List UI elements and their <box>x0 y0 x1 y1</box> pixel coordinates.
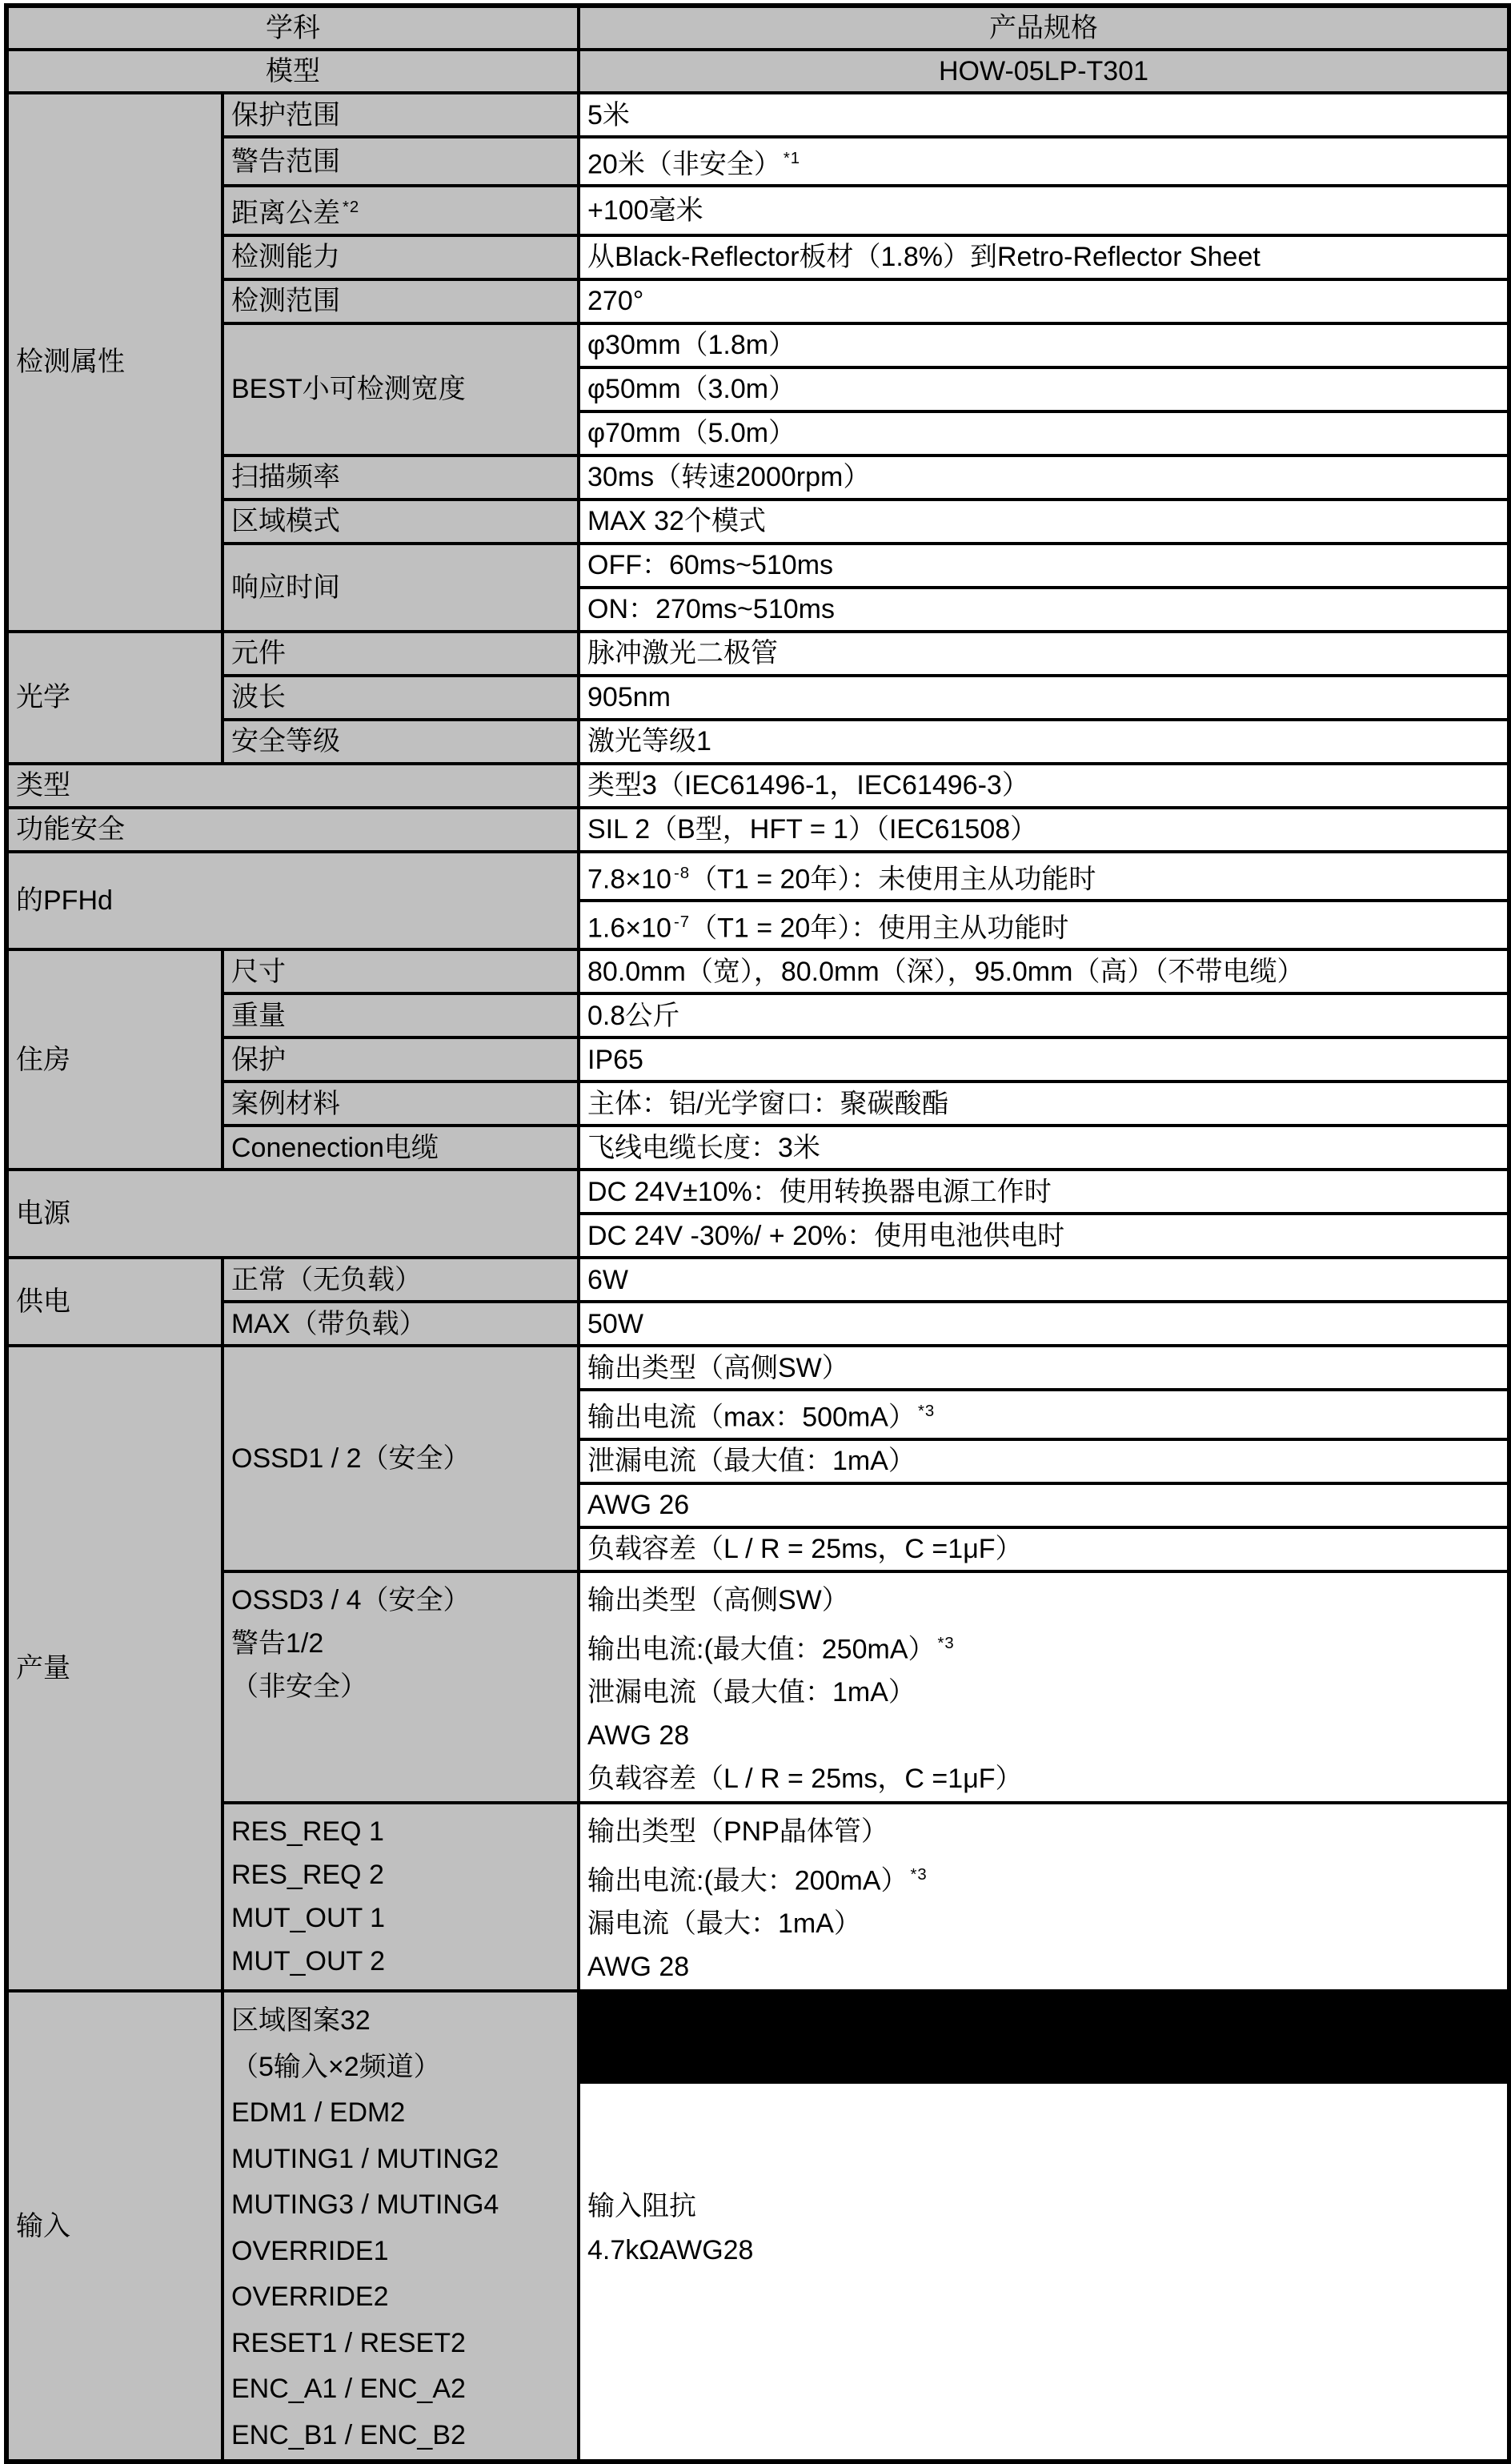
table-row <box>6 676 1509 720</box>
value-cell <box>579 1390 1509 1439</box>
label-cell <box>222 632 579 676</box>
value-cell <box>579 1527 1509 1571</box>
cell-text-line: 1.6×10 $^{-7}$（T1 = 20年）：使用主从功能时 <box>587 913 1069 944</box>
section-cell-supply <box>6 1258 222 1346</box>
cell-text-line: 5米 <box>587 99 630 130</box>
table-row <box>6 808 1509 852</box>
cell-text-line: 保护 <box>231 1044 286 1075</box>
table-row <box>6 949 1509 993</box>
cell-text-line: SIL 2（B型，HFT = 1）（IEC61508） <box>587 814 1038 845</box>
cell-text-line: （非安全） <box>231 1671 367 1702</box>
cell-text-line: RES_REQ 2 <box>231 1859 384 1890</box>
cell-text-line: 响应时间 <box>231 572 340 603</box>
footnote-superscript: *3 <box>910 1865 928 1884</box>
value-cell <box>579 993 1509 1037</box>
label-cell <box>222 676 579 720</box>
label-cell <box>222 323 579 455</box>
value-cell <box>579 901 1509 949</box>
section-cell-optics <box>6 632 222 764</box>
table-row <box>6 1126 1509 1170</box>
cell-text-line: RES_REQ 1 <box>231 1816 384 1847</box>
cell-text-line: 7.8×10 $^{-8}$（T1 = 20年）：未使用主从功能时 <box>587 863 1096 894</box>
cell-text-line: 保护范围 <box>231 99 340 130</box>
cell-text-line: 案例材料 <box>231 1088 340 1119</box>
table-row <box>6 1571 1509 1803</box>
table-row <box>6 1803 1509 1991</box>
cell-text-line: OSSD1 / 2（安全） <box>231 1443 471 1474</box>
label-cell <box>222 1803 579 1991</box>
cell-text-line: 4.7kΩAWG28 <box>587 2235 754 2266</box>
cell-text-line: 区域模式 <box>231 506 340 537</box>
cell-text-line: 脉冲激光二极管 <box>587 638 778 669</box>
cell-text-line: MUTING1 / MUTING2 <box>231 2143 499 2174</box>
cell-text-line: 输出类型（PNP晶体管） <box>587 1816 888 1847</box>
cell-text-line: 光学 <box>16 682 70 713</box>
cell-text-line: AWG 28 <box>587 1952 690 1983</box>
value-cell <box>579 93 1509 137</box>
cell-text-line: φ70mm（5.0m） <box>587 418 796 449</box>
label-cell <box>222 455 579 500</box>
table-row <box>6 50 1509 93</box>
cell-text-line: MUT_OUT 1 <box>231 1902 386 1933</box>
cell-text-line: （5输入×2频道） <box>231 2051 441 2082</box>
cell-text-line: OVERRIDE1 <box>231 2235 389 2266</box>
cell-text-line: +100毫米 <box>587 195 703 226</box>
value-cell <box>579 1258 1509 1302</box>
value-cell <box>579 1571 1509 1803</box>
label-cell <box>222 1346 579 1571</box>
table-row <box>6 137 1509 186</box>
table-row <box>6 93 1509 137</box>
cell-text-line: 波长 <box>231 682 286 713</box>
value-cell <box>579 1803 1509 1991</box>
table-row <box>6 235 1509 279</box>
cell-text-line: φ30mm（1.8m） <box>587 330 796 361</box>
value-cell <box>579 1302 1509 1346</box>
cell-text-line: 检测属性 <box>16 347 125 378</box>
table-row <box>6 720 1509 764</box>
cell-text-line: 电源 <box>16 1198 70 1230</box>
value-cell <box>579 588 1509 632</box>
label-cell <box>222 186 579 235</box>
cell-text-line: 输出电流（max：500mA） $^{*3}$ <box>587 1402 936 1433</box>
cell-text-line: ON：270ms~510ms <box>587 594 835 625</box>
footnote-superscript: *3 <box>917 1403 936 1421</box>
value-cell <box>579 1082 1509 1126</box>
cell-text-line: 30ms（转速2000rpm） <box>587 462 871 493</box>
table-row <box>6 279 1509 323</box>
label-cell <box>222 235 579 279</box>
section-cell-detection <box>6 93 222 632</box>
redaction-bar <box>580 1992 1507 2084</box>
cell-text-line: 泄漏电流（最大值：1mA） <box>587 1446 916 1477</box>
value-cell <box>579 500 1509 544</box>
table-row <box>6 1170 1509 1214</box>
cell-text-line: 漏电流（最大：1mA） <box>587 1908 861 1940</box>
value-cell <box>579 1037 1509 1082</box>
label-cell <box>222 1571 579 1803</box>
cell-text-line: 905nm <box>587 682 671 713</box>
label-cell <box>222 1082 579 1126</box>
value-cell <box>579 1170 1509 1214</box>
cell-text-line: 输入 <box>16 2210 70 2241</box>
cell-text-line: ENC_A1 / ENC_A2 <box>231 2374 466 2405</box>
label-cell <box>222 279 579 323</box>
cell-text-line: 检测范围 <box>231 286 340 317</box>
value-cell <box>579 720 1509 764</box>
cell-text-line: 泄漏电流（最大值：1mA） <box>587 1676 916 1708</box>
footnote-superscript: *3 <box>937 1634 955 1652</box>
value-cell <box>579 544 1509 588</box>
table-row <box>6 632 1509 676</box>
value-cell <box>579 764 1509 808</box>
label-cell <box>222 137 579 186</box>
cell-text-line: 输出类型（高侧SW） <box>587 1352 849 1383</box>
cell-text-line: AWG 28 <box>587 1720 690 1751</box>
table-row <box>6 852 1509 901</box>
table-row <box>6 1258 1509 1302</box>
table-row <box>6 764 1509 808</box>
value-cell <box>579 1214 1509 1258</box>
table-row <box>6 1302 1509 1346</box>
cell-text-line: IP65 <box>587 1044 643 1075</box>
cell-text-line: 供电 <box>16 1286 70 1318</box>
cell-text-line: 重量 <box>231 1000 286 1031</box>
cell-text-line: 学科 <box>266 13 320 43</box>
value-cell <box>579 1346 1509 1390</box>
label-cell <box>222 1126 579 1170</box>
label-cell <box>222 93 579 137</box>
cell-text-line: OFF：60ms~510ms <box>587 550 834 581</box>
value-cell <box>579 808 1509 852</box>
section-cell-input <box>6 1991 222 2462</box>
input-impedance-text <box>587 2185 753 2273</box>
table-row <box>6 455 1509 500</box>
value-cell <box>579 1126 1509 1170</box>
label-cell <box>222 1037 579 1082</box>
cell-text-line: EDM1 / EDM2 <box>231 2097 406 2129</box>
cell-text-line: 扫描频率 <box>231 462 340 493</box>
cell-text-line: 6W <box>587 1264 628 1295</box>
label-cell <box>222 1258 579 1302</box>
cell-text-line: 检测能力 <box>231 242 340 273</box>
cell-text-line: 飞线电缆长度：3米 <box>587 1132 820 1163</box>
label-cell <box>222 544 579 632</box>
value-cell <box>579 632 1509 676</box>
value-cell <box>579 279 1509 323</box>
cell-text-line: 激光等级1 <box>587 726 711 757</box>
cell-text-line: ENC_B1 / ENC_B2 <box>231 2419 466 2450</box>
value-cell <box>579 949 1509 993</box>
cell-text-line: MAX（带负载） <box>231 1308 427 1339</box>
cell-text-line: MUT_OUT 2 <box>231 1945 386 1976</box>
value-cell <box>579 1439 1509 1483</box>
table-row <box>6 1082 1509 1126</box>
label-cell <box>222 1302 579 1346</box>
table-row <box>6 1991 1509 2462</box>
section-cell-type <box>6 764 579 808</box>
value-cell-input-impedance <box>579 1991 1509 2462</box>
cell-text-line: MAX 32个模式 <box>587 506 766 537</box>
cell-text-line: 输出电流:(最大：200mA） $^{*3}$ <box>587 1865 928 1896</box>
label-cell <box>222 720 579 764</box>
cell-text-line: 住房 <box>16 1044 70 1075</box>
section-cell-housing <box>6 949 222 1170</box>
cell-text-line: BEST小可检测宽度 <box>231 374 466 405</box>
label-cell <box>222 993 579 1037</box>
section-cell-pfhd <box>6 852 579 950</box>
cell-text-line: 0.8公斤 <box>587 1000 680 1031</box>
table-row <box>6 6 1509 50</box>
cell-text-line: 270° <box>587 286 644 317</box>
cell-text-line: 模型 <box>266 56 320 86</box>
cell-text-line: 20米（非安全） $^{*1}$ <box>587 149 801 180</box>
cell-text-line: 安全等级 <box>231 726 340 757</box>
section-cell-power <box>6 1170 579 1258</box>
table-row <box>6 544 1509 588</box>
cell-text-line: 类型 <box>16 770 70 801</box>
footnote-superscript: -7 <box>673 913 691 931</box>
cell-text-line: 的PFHd <box>16 885 113 916</box>
cell-text-line: HOW-05LP-T301 <box>938 56 1149 86</box>
value-cell <box>579 852 1509 901</box>
value-cell <box>579 186 1509 235</box>
cell-text-line: 主体：铝/光学窗口：聚碳酸酯 <box>587 1088 949 1119</box>
table-row <box>6 500 1509 544</box>
cell-text-line: 功能安全 <box>16 814 125 845</box>
cell-text-line: AWG 26 <box>587 1490 690 1521</box>
cell-text-line: 产品规格 <box>989 13 1098 43</box>
cell-text-line: 从Black-Reflector板材（1.8%）到Retro-Reflector Sheet <box>587 242 1261 273</box>
cell-text-line: φ50mm（3.0m） <box>587 374 796 405</box>
cell-text-line: 产量 <box>16 1653 70 1684</box>
table-row <box>6 993 1509 1037</box>
label-cell <box>222 1991 579 2462</box>
cell-text-line: OVERRIDE2 <box>231 2281 389 2313</box>
footnote-superscript: *1 <box>783 150 801 167</box>
cell-text-line: 正常（无负载） <box>231 1264 422 1295</box>
cell-text-line: MUTING3 / MUTING4 <box>231 2189 499 2221</box>
header-spec-cell <box>579 6 1509 50</box>
table-row <box>6 323 1509 367</box>
cell-text-line: 输出类型（高侧SW） <box>587 1584 849 1615</box>
model-label-cell <box>6 50 579 93</box>
cell-text-line: DC 24V -30%/ + 20%：使用电池供电时 <box>587 1220 1065 1251</box>
value-cell <box>579 411 1509 455</box>
cell-text-line: Conenection电缆 <box>231 1132 439 1163</box>
cell-text-line: 警告范围 <box>231 146 340 177</box>
value-cell <box>579 235 1509 279</box>
cell-text-line: DC 24V±10%：使用转换器电源工作时 <box>587 1176 1052 1207</box>
cell-text-line: 负载容差（L / R = 25ms，C =1μF） <box>587 1763 1023 1794</box>
footnote-superscript: -8 <box>673 864 691 882</box>
value-cell <box>579 676 1509 720</box>
cell-text-line: 元件 <box>231 638 286 669</box>
cell-text-line: RESET1 / RESET2 <box>231 2327 466 2358</box>
table-row <box>6 186 1509 235</box>
label-cell <box>222 500 579 544</box>
value-cell <box>579 137 1509 186</box>
cell-text-line: 输入阻抗 <box>587 2191 696 2222</box>
cell-text-line: OSSD3 / 4（安全） <box>231 1584 471 1615</box>
value-cell <box>579 367 1509 411</box>
cell-text-line: 输出电流:(最大值：250mA） $^{*3}$ <box>587 1633 955 1664</box>
model-value-cell <box>579 50 1509 93</box>
spec-table-body <box>6 6 1509 2462</box>
cell-text-line: 尺寸 <box>231 956 286 987</box>
label-cell <box>222 949 579 993</box>
spec-table <box>4 3 1511 2464</box>
footnote-superscript: *2 <box>343 199 360 217</box>
table-row <box>6 1346 1509 1390</box>
section-cell-output <box>6 1346 222 1991</box>
cell-text-line: 负载容差（L / R = 25ms，C =1μF） <box>587 1534 1023 1565</box>
cell-text-line: 50W <box>587 1308 643 1339</box>
table-row <box>6 1037 1509 1082</box>
section-cell-functional-safety <box>6 808 579 852</box>
cell-text-line: 类型3（IEC61496-1，IEC61496-3） <box>587 770 1029 801</box>
value-cell <box>579 455 1509 500</box>
cell-text-line: 距离公差 $^{*2}$ <box>231 198 360 229</box>
cell-text-line: 警告1/2 <box>231 1627 324 1659</box>
value-cell <box>579 323 1509 367</box>
cell-text-line: 区域图案32 <box>231 2005 371 2037</box>
header-subject-cell <box>6 6 579 50</box>
cell-text-line: 80.0mm（宽），80.0mm（深），95.0mm（高）（不带电缆） <box>587 956 1305 987</box>
value-cell <box>579 1483 1509 1527</box>
